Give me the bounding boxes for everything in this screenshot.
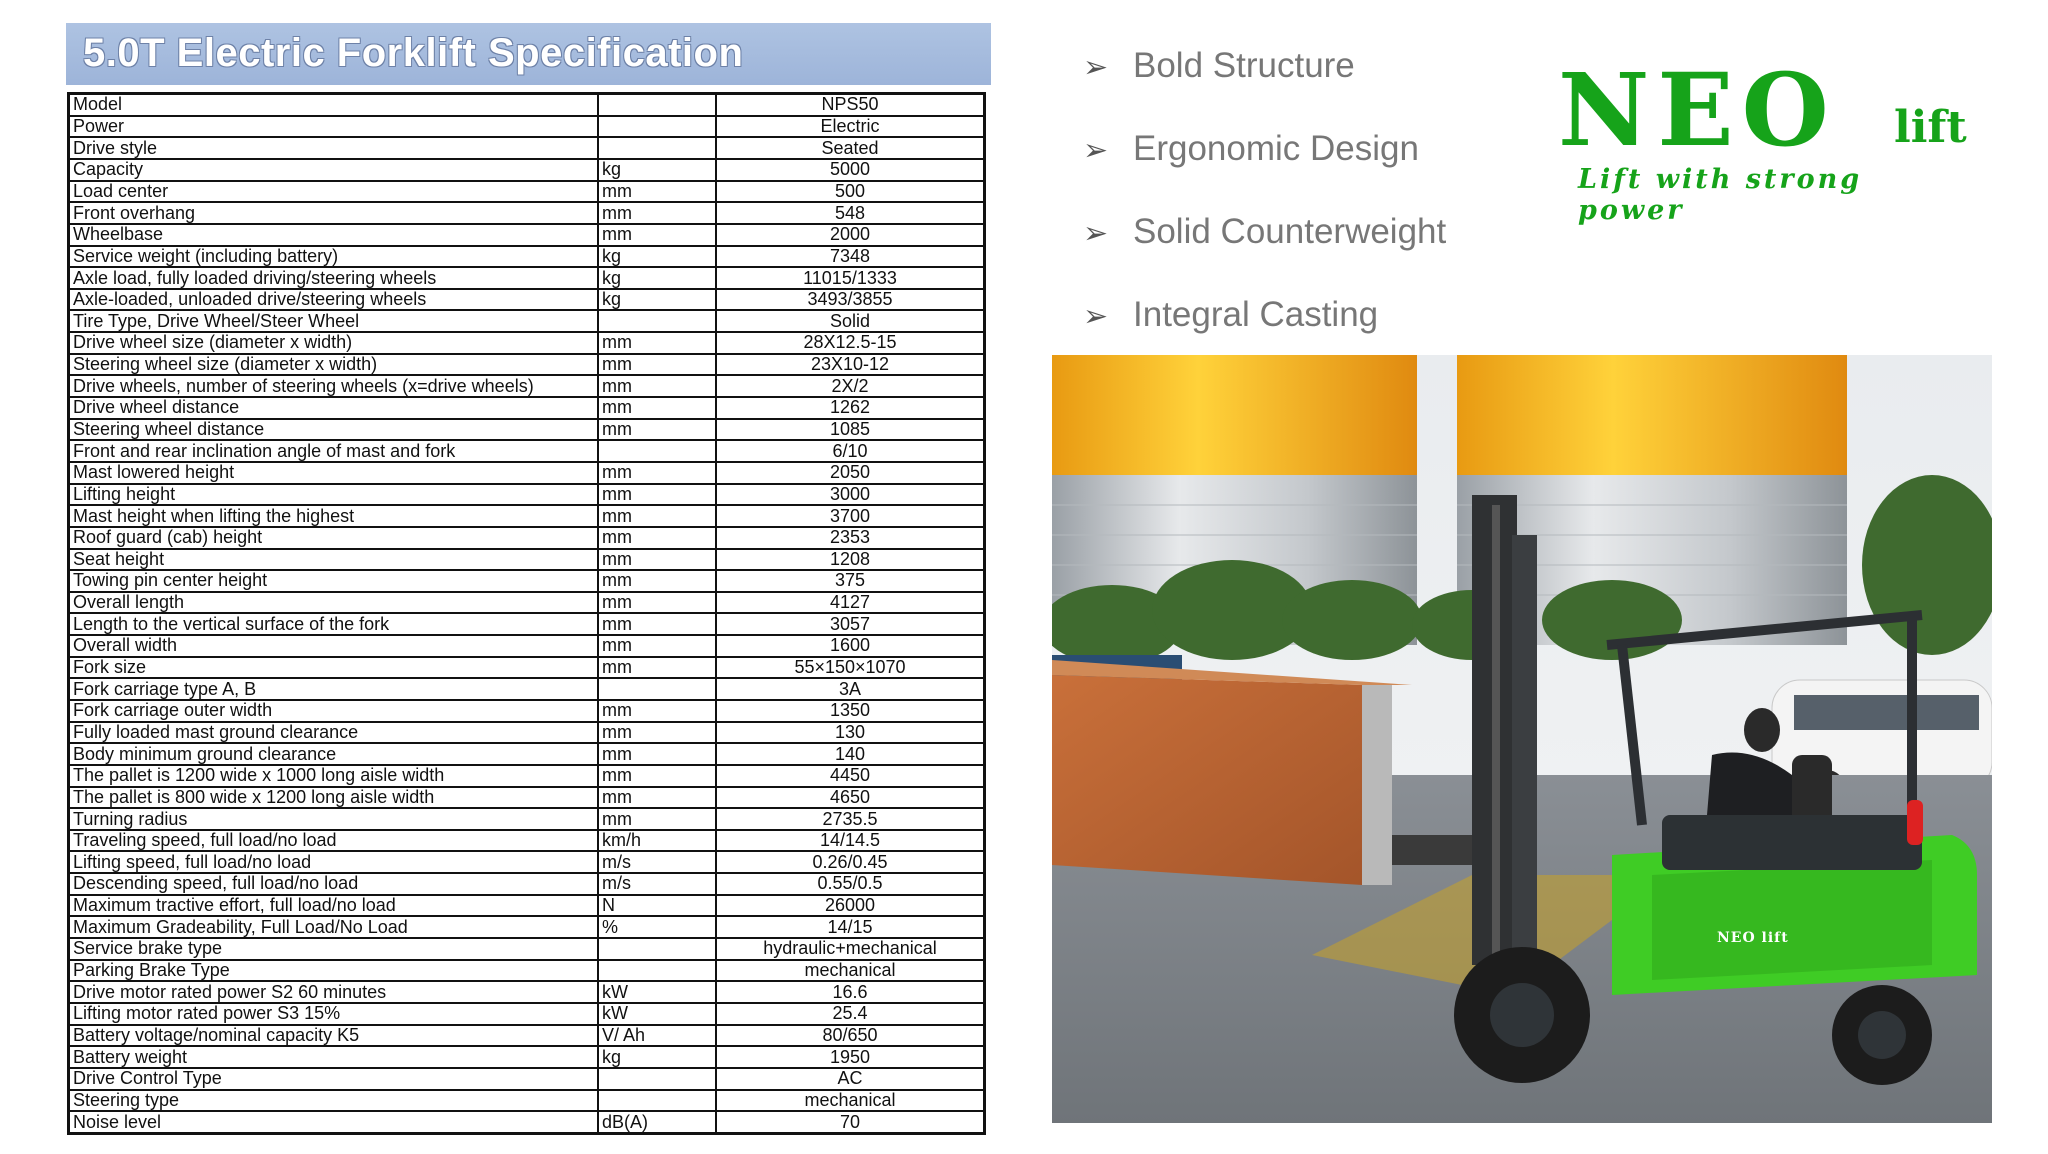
spec-param-cell: Overall length (69, 592, 599, 614)
arrow-bullet-icon: ➢ (1083, 217, 1109, 250)
spec-unit-cell: mm (598, 462, 716, 484)
spec-value-cell: 1262 (716, 397, 985, 419)
spec-row (69, 916, 985, 938)
spec-value-cell: 1208 (716, 549, 985, 571)
spec-value-cell: 140 (716, 743, 985, 765)
spec-row (69, 462, 985, 484)
spec-param-cell: Battery voltage/nominal capacity K5 (69, 1025, 599, 1047)
spec-row (69, 657, 985, 679)
spec-row (69, 332, 985, 354)
spec-unit-cell: kg (598, 1046, 716, 1068)
spec-value-cell: 0.55/0.5 (716, 873, 985, 895)
spec-value-cell: 375 (716, 570, 985, 592)
spec-unit-cell: m/s (598, 851, 716, 873)
spec-param-cell: Front overhang (69, 202, 599, 224)
spec-value-cell: 3000 (716, 484, 985, 506)
spec-unit-cell: mm (598, 765, 716, 787)
spec-value-cell: 1950 (716, 1046, 985, 1068)
spec-value-cell: mechanical (716, 1090, 985, 1112)
spec-unit-cell (598, 440, 716, 462)
spec-unit-cell: mm (598, 722, 716, 744)
spec-unit-cell: dB(A) (598, 1111, 716, 1133)
spec-unit-cell: % (598, 916, 716, 938)
spec-unit-cell: N (598, 895, 716, 917)
spec-row (69, 94, 985, 116)
feature-label: Bold Structure (1133, 46, 1355, 85)
spec-value-cell: 2X/2 (716, 375, 985, 397)
spec-value-cell: 7348 (716, 246, 985, 268)
spec-unit-cell: mm (598, 224, 716, 246)
spec-value-cell: mechanical (716, 960, 985, 982)
spec-value-cell: 5000 (716, 159, 985, 181)
spec-row (69, 722, 985, 744)
spec-param-cell: Traveling speed, full load/no load (69, 830, 599, 852)
spec-value-cell: 1350 (716, 700, 985, 722)
spec-unit-cell: mm (598, 332, 716, 354)
spec-unit-cell: mm (598, 613, 716, 635)
page-title: 5.0T Electric Forklift Specification (83, 31, 744, 75)
feature-label: Integral Casting (1133, 295, 1379, 334)
forklift-photo (1052, 355, 1992, 1123)
spec-title-banner (66, 23, 991, 85)
spec-row (69, 570, 985, 592)
spec-row (69, 267, 985, 289)
spec-unit-cell (598, 116, 716, 138)
spec-unit-cell: mm (598, 505, 716, 527)
spec-row (69, 851, 985, 873)
spec-param-cell: Mast lowered height (69, 462, 599, 484)
spec-param-cell: Steering wheel distance (69, 419, 599, 441)
spec-unit-cell: mm (598, 808, 716, 830)
spec-param-cell: Battery weight (69, 1046, 599, 1068)
spec-row (69, 181, 985, 203)
spec-param-cell: Body minimum ground clearance (69, 743, 599, 765)
feature-solid-counterweight (1083, 212, 1446, 252)
spec-unit-cell: mm (598, 700, 716, 722)
spec-unit-cell: mm (598, 354, 716, 376)
spec-value-cell: 70 (716, 1111, 985, 1133)
logo-suffix: lift (1894, 102, 1967, 153)
spec-param-cell: Load center (69, 181, 599, 203)
spec-row (69, 310, 985, 332)
spec-unit-cell (598, 94, 716, 116)
spec-unit-cell: mm (598, 592, 716, 614)
spec-unit-cell: kg (598, 289, 716, 311)
spec-value-cell: hydraulic+mechanical (716, 938, 985, 960)
spec-unit-cell: m/s (598, 873, 716, 895)
spec-value-cell: Seated (716, 137, 985, 159)
spec-unit-cell: mm (598, 202, 716, 224)
spec-param-cell: The pallet is 800 wide x 1200 long aisle width (69, 787, 599, 809)
spec-row (69, 613, 985, 635)
spec-param-cell: Turning radius (69, 808, 599, 830)
spec-unit-cell: V/ Ah (598, 1025, 716, 1047)
spec-unit-cell: mm (598, 527, 716, 549)
spec-param-cell: Noise level (69, 1111, 599, 1133)
spec-param-cell: Tire Type, Drive Wheel/Steer Wheel (69, 310, 599, 332)
spec-value-cell: 4650 (716, 787, 985, 809)
spec-param-cell: Parking Brake Type (69, 960, 599, 982)
arrow-bullet-icon: ➢ (1083, 51, 1109, 84)
spec-unit-cell (598, 938, 716, 960)
spec-row (69, 873, 985, 895)
spec-row (69, 678, 985, 700)
spec-row (69, 397, 985, 419)
spec-unit-cell: mm (598, 549, 716, 571)
spec-row (69, 592, 985, 614)
spec-row (69, 354, 985, 376)
spec-row (69, 202, 985, 224)
spec-row (69, 505, 985, 527)
spec-value-cell: 55×150×1070 (716, 657, 985, 679)
spec-param-cell: Drive motor rated power S2 60 minutes (69, 981, 599, 1003)
spec-value-cell: 14/14.5 (716, 830, 985, 852)
spec-row (69, 375, 985, 397)
spec-unit-cell: mm (598, 635, 716, 657)
spec-unit-cell: mm (598, 181, 716, 203)
spec-param-cell: Seat height (69, 549, 599, 571)
feature-integral-casting (1083, 295, 1378, 335)
spec-value-cell: 6/10 (716, 440, 985, 462)
spec-table (67, 92, 986, 1135)
spec-param-cell: Model (69, 94, 599, 116)
spec-unit-cell: kg (598, 159, 716, 181)
spec-row (69, 1003, 985, 1025)
spec-param-cell: The pallet is 1200 wide x 1000 long aisle width (69, 765, 599, 787)
spec-row (69, 116, 985, 138)
spec-param-cell: Drive wheels, number of steering wheels (x=drive wheels) (69, 375, 599, 397)
spec-param-cell: Wheelbase (69, 224, 599, 246)
neolift-logo (1558, 51, 1978, 226)
spec-value-cell: 25.4 (716, 1003, 985, 1025)
spec-value-cell: 26000 (716, 895, 985, 917)
spec-row (69, 549, 985, 571)
spec-unit-cell (598, 678, 716, 700)
spec-row (69, 159, 985, 181)
spec-value-cell: 548 (716, 202, 985, 224)
spec-value-cell: 16.6 (716, 981, 985, 1003)
spec-value-cell: 2735.5 (716, 808, 985, 830)
spec-value-cell: 2353 (716, 527, 985, 549)
spec-unit-cell: mm (598, 743, 716, 765)
spec-unit-cell: mm (598, 570, 716, 592)
spec-row (69, 830, 985, 852)
spec-param-cell: Maximum Gradeability, Full Load/No Load (69, 916, 599, 938)
spec-value-cell: 80/650 (716, 1025, 985, 1047)
spec-row (69, 787, 985, 809)
spec-row (69, 137, 985, 159)
spec-param-cell: Length to the vertical surface of the fork (69, 613, 599, 635)
arrow-bullet-icon: ➢ (1083, 134, 1109, 167)
spec-param-cell: Drive style (69, 137, 599, 159)
spec-row (69, 700, 985, 722)
spec-value-cell: 2050 (716, 462, 985, 484)
spec-value-cell: 0.26/0.45 (716, 851, 985, 873)
spec-value-cell: Solid (716, 310, 985, 332)
spec-unit-cell (598, 960, 716, 982)
spec-unit-cell (598, 1090, 716, 1112)
spec-row (69, 1025, 985, 1047)
spec-value-cell: 1600 (716, 635, 985, 657)
spec-unit-cell (598, 1068, 716, 1090)
spec-param-cell: Fork size (69, 657, 599, 679)
spec-value-cell: NPS50 (716, 94, 985, 116)
spec-unit-cell: mm (598, 787, 716, 809)
spec-row (69, 1111, 985, 1133)
spec-param-cell: Lifting speed, full load/no load (69, 851, 599, 873)
spec-unit-cell: kg (598, 246, 716, 268)
spec-unit-cell (598, 310, 716, 332)
spec-row (69, 224, 985, 246)
spec-row (69, 440, 985, 462)
spec-value-cell: 3A (716, 678, 985, 700)
spec-unit-cell: mm (598, 375, 716, 397)
spec-value-cell: 2000 (716, 224, 985, 246)
feature-ergonomic-design (1083, 129, 1419, 169)
arrow-bullet-icon: ➢ (1083, 300, 1109, 333)
spec-param-cell: Capacity (69, 159, 599, 181)
spec-value-cell: 4127 (716, 592, 985, 614)
spec-value-cell: 23X10-12 (716, 354, 985, 376)
spec-row (69, 981, 985, 1003)
spec-value-cell: 3057 (716, 613, 985, 635)
spec-unit-cell: mm (598, 657, 716, 679)
spec-param-cell: Axle-loaded, unloaded drive/steering wheels (69, 289, 599, 311)
spec-param-cell: Axle load, fully loaded driving/steering wheels (69, 267, 599, 289)
spec-value-cell: 500 (716, 181, 985, 203)
spec-row (69, 765, 985, 787)
spec-value-cell: 1085 (716, 419, 985, 441)
spec-row (69, 527, 985, 549)
spec-value-cell: 14/15 (716, 916, 985, 938)
spec-param-cell: Service brake type (69, 938, 599, 960)
forklift-body-logo: NEO lift (1717, 930, 1789, 946)
spec-row (69, 635, 985, 657)
spec-value-cell: 3493/3855 (716, 289, 985, 311)
spec-value-cell: Electric (716, 116, 985, 138)
spec-param-cell: Fully loaded mast ground clearance (69, 722, 599, 744)
spec-param-cell: Lifting height (69, 484, 599, 506)
spec-param-cell: Steering type (69, 1090, 599, 1112)
spec-row (69, 1090, 985, 1112)
spec-param-cell: Fork carriage type A, B (69, 678, 599, 700)
spec-param-cell: Drive wheel size (diameter x width) (69, 332, 599, 354)
spec-param-cell: Fork carriage outer width (69, 700, 599, 722)
spec-row (69, 246, 985, 268)
spec-row (69, 895, 985, 917)
spec-unit-cell (598, 137, 716, 159)
spec-row (69, 938, 985, 960)
spec-value-cell: 4450 (716, 765, 985, 787)
spec-param-cell: Roof guard (cab) height (69, 527, 599, 549)
spec-param-cell: Lifting motor rated power S3 15% (69, 1003, 599, 1025)
spec-row (69, 289, 985, 311)
spec-value-cell: 130 (716, 722, 985, 744)
spec-row (69, 1046, 985, 1068)
spec-unit-cell: kW (598, 1003, 716, 1025)
spec-row (69, 743, 985, 765)
spec-unit-cell: mm (598, 484, 716, 506)
spec-param-cell: Drive Control Type (69, 1068, 599, 1090)
spec-row (69, 419, 985, 441)
spec-row (69, 960, 985, 982)
spec-unit-cell: mm (598, 419, 716, 441)
spec-value-cell: 3700 (716, 505, 985, 527)
spec-param-cell: Steering wheel size (diameter x width) (69, 354, 599, 376)
spec-param-cell: Drive wheel distance (69, 397, 599, 419)
spec-row (69, 1068, 985, 1090)
spec-param-cell: Service weight (including battery) (69, 246, 599, 268)
spec-unit-cell: kg (598, 267, 716, 289)
spec-param-cell: Mast height when lifting the highest (69, 505, 599, 527)
logo-tagline: Lift with strong power (1578, 164, 1863, 226)
spec-value-cell: AC (716, 1068, 985, 1090)
spec-unit-cell: mm (598, 397, 716, 419)
spec-param-cell: Front and rear inclination angle of mast and fork (69, 440, 599, 462)
feature-label: Solid Counterweight (1133, 212, 1447, 251)
forklift-photo-illustration (1052, 355, 1992, 1123)
feature-bold-structure (1083, 46, 1355, 86)
spec-unit-cell: kW (598, 981, 716, 1003)
spec-value-cell: 11015/1333 (716, 267, 985, 289)
spec-value-cell: 28X12.5-15 (716, 332, 985, 354)
spec-row (69, 484, 985, 506)
spec-param-cell: Maximum tractive effort, full load/no load (69, 895, 599, 917)
logo-wordmark: NEO (1558, 51, 1837, 169)
spec-param-cell: Descending speed, full load/no load (69, 873, 599, 895)
spec-row (69, 808, 985, 830)
spec-param-cell: Overall width (69, 635, 599, 657)
feature-label: Ergonomic Design (1133, 129, 1419, 168)
spec-param-cell: Towing pin center height (69, 570, 599, 592)
spec-param-cell: Power (69, 116, 599, 138)
spec-unit-cell: km/h (598, 830, 716, 852)
